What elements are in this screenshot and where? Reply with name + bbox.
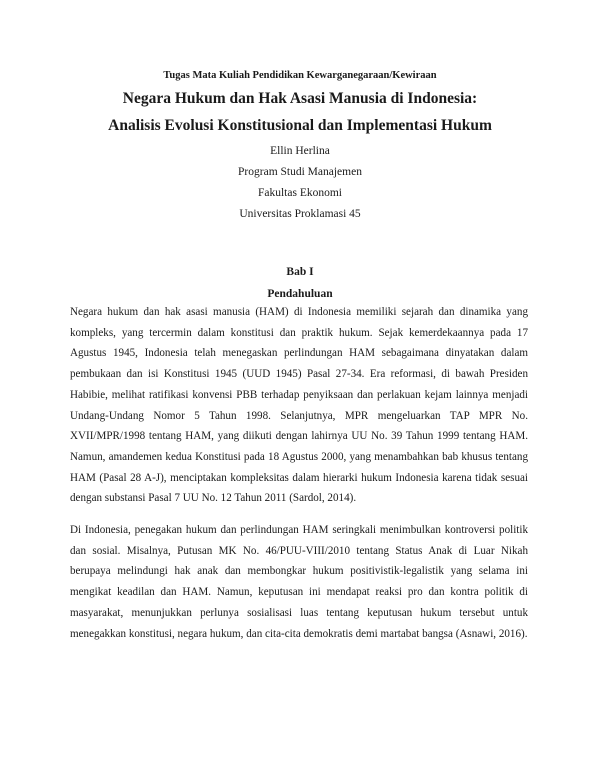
course-heading: Tugas Mata Kuliah Pendidikan Kewarganegaraan/Kewiraan	[163, 70, 437, 81]
title-line-2: Analisis Evolusi Konstitusional dan Implementasi Hukum	[108, 117, 492, 134]
author-faculty: Fakultas Ekonomi	[257, 187, 342, 199]
chapter-title: Pendahuluan	[267, 288, 333, 300]
paragraph: Negara hukum dan hak asasi manusia (HAM) di Indonesia memiliki sejarah dan dinamika yang kompleks, yang tercermin dalam konstitusi dan praktik hukum. Sejak kemerdekaannya pada 17 Agustus 1945, Indonesia telah menegaskan perlindungan HAM sebagaimana dinyatakan dalam pembukaan dan isi Konstitusi 1945 (UUD 1945) Pasal 27-34. Era reformasi, di bawah Presiden Habibie, melihat ratifikasi konvensi PBB terhadap penyiksaan dan perlakuan kejam lainnya menjadi Undang-Undang Nomor 5 Tahun 1998. Selanjutnya, MPR mengeluarkan TAP MPR No. XVII/MPR/1998 tentang HAM, yang diikuti dengan lahirnya UU No. 39 Tahun 1999 tentang HAM. Namun, amandemen kedua Konstitusi pada 18 Agustus 2000, yang menambahkan bab khusus tentang HAM (Pasal 28 A-J), menciptakan kompleksitas dalam hierarki hukum Indonesia karena tidak sesuai dengan substansi Pasal 7 UU No. 12 Tahun 2011 (Sardol, 2014).	[70, 306, 528, 505]
author-name: Ellin Herlina	[270, 145, 330, 157]
title-line-1: Negara Hukum dan Hak Asasi Manusia di Indonesia:	[122, 90, 478, 107]
author-program: Program Studi Manajemen	[238, 166, 362, 178]
chapter-number: Bab I	[286, 266, 314, 278]
author-university: Universitas Proklamasi 45	[239, 208, 361, 220]
paragraph: Di Indonesia, penegakan hukum dan perlindungan HAM seringkali menimbulkan kontroversi politik dan sosial. Misalnya, Putusan MK No. 46/PUU-VIII/2010 tentang Status Anak di Luar Nikah berupaya melindungi hak anak dan membongkar hukum positivistik-legalistik yang selama ini mengikat keadilan dan HAM. Namun, keputusan ini mendapat reaksi pro dan kontra politik di masyarakat, menunjukkan perlunya sosialisasi luas tentang keputusan hukum tersebut untuk menegakkan konstitusi, negara hukum, dan cita-cita demokratis demi martabat bangsa (Asnawi, 2016).	[70, 524, 528, 640]
